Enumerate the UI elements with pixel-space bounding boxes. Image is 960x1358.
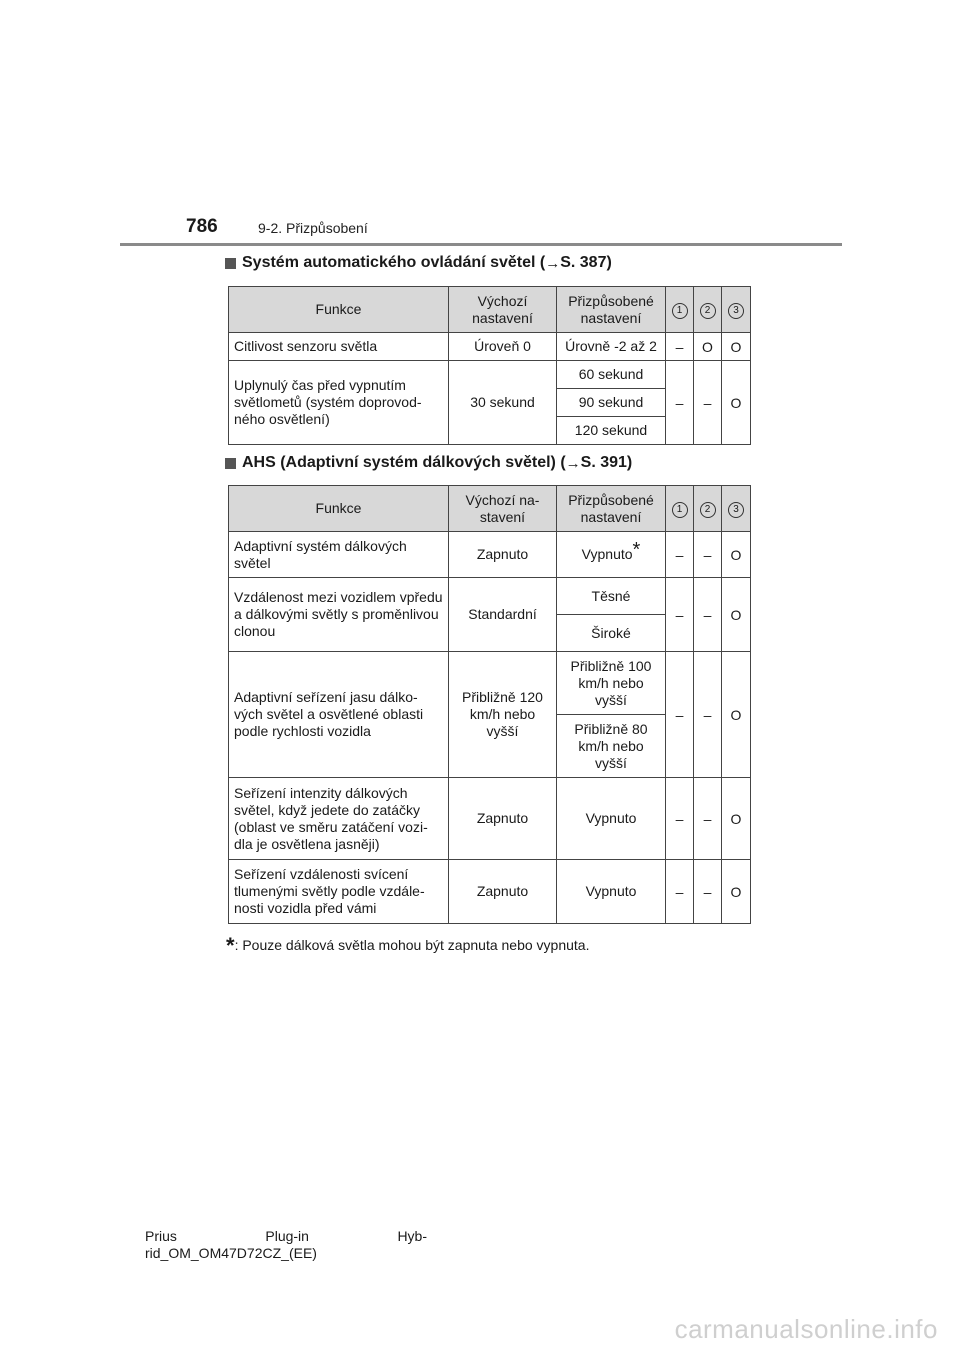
cell-default: Zapnuto (449, 860, 557, 924)
cell-mark-3: O (722, 333, 751, 361)
col-header-2 (694, 287, 722, 333)
footer-line-2: rid_OM_OM47D72CZ_(EE) (145, 1245, 317, 1261)
table-row (229, 333, 751, 361)
cell-funkce: Uplynulý čas před vypnutím světlometů (systém doprovod-ného osvětlení) (229, 361, 449, 445)
circled-1-icon: 1 (672, 502, 688, 518)
cell-mark-2: – (694, 860, 722, 924)
table-row (229, 578, 751, 615)
cell-mark-2: O (694, 333, 722, 361)
footnote (226, 930, 589, 956)
cell-mark-1: – (666, 778, 694, 860)
cell-mark-1: – (666, 532, 694, 578)
cell-funkce: Vzdálenost mezi vozidlem vpředu a dálkovými světly s proměnlivou clonou (229, 578, 449, 652)
col-header-funkce: Funkce (229, 287, 449, 333)
cell-custom (557, 532, 666, 578)
col-header-2 (694, 486, 722, 532)
cell-mark-1: – (666, 860, 694, 924)
cell-custom: Vypnuto (557, 778, 666, 860)
cell-custom-option: 60 sekund (557, 361, 666, 389)
cell-mark-1: – (666, 333, 694, 361)
footer-word: Prius (145, 1228, 177, 1244)
arrow-right-icon: → (565, 454, 581, 472)
cell-default: Úroveň 0 (449, 333, 557, 361)
cell-mark-2: – (694, 652, 722, 778)
col-header-funkce: Funkce (229, 486, 449, 532)
ahs-settings-table (228, 485, 751, 924)
document-footer (145, 1228, 427, 1262)
cell-default: Přibližně 120 km/h nebo vyšší (449, 652, 557, 778)
circled-2-icon: 2 (700, 502, 716, 518)
cell-mark-2: – (694, 361, 722, 445)
col-header-custom: Přizpůsobené nastavení (557, 287, 666, 333)
cell-default: 30 sekund (449, 361, 557, 445)
circled-3-icon: 3 (728, 303, 744, 319)
table-row (229, 361, 751, 389)
cell-custom-option: Přibližně 80 km/h nebo vyšší (557, 715, 666, 778)
cell-custom: Úrovně -2 až 2 (557, 333, 666, 361)
col-header-default: Výchozí na-stavení (449, 486, 557, 532)
cell-mark-2: – (694, 778, 722, 860)
cell-custom-text: Vypnuto (581, 546, 633, 562)
cell-mark-1: – (666, 578, 694, 652)
col-header-3 (722, 287, 751, 333)
circled-3-icon: 3 (728, 502, 744, 518)
col-header-3 (722, 486, 751, 532)
cell-custom-option: Přibližně 100 km/h nebo vyšší (557, 652, 666, 715)
table-header-row (229, 486, 751, 532)
section-title: AHS (Adaptivní systém dálkových světel) ( (242, 454, 566, 471)
section-heading-ahs (225, 454, 632, 472)
footer-word: Plug-in (265, 1228, 309, 1244)
table-row (229, 652, 751, 715)
circled-2-icon: 2 (700, 303, 716, 319)
page-reference[interactable]: S. 387) (560, 254, 612, 271)
footer-line-1 (145, 1228, 427, 1245)
table-row (229, 860, 751, 924)
section-label: 9-2. Přizpůsobení (258, 220, 368, 236)
lights-settings-table (228, 286, 751, 445)
cell-mark-3: O (722, 860, 751, 924)
cell-custom-option: 90 sekund (557, 389, 666, 417)
cell-default: Standardní (449, 578, 557, 652)
header-divider (120, 243, 842, 246)
footnote-text: : Pouze dálková světla mohou být zapnuta nebo vypnuta. (234, 937, 590, 953)
cell-mark-1: – (666, 652, 694, 778)
page-reference[interactable]: S. 391) (580, 454, 633, 471)
col-header-1 (666, 486, 694, 532)
cell-custom: Vypnuto (557, 860, 666, 924)
section-title: Systém automatického ovládání světel ( (242, 254, 546, 271)
cell-funkce: Adaptivní systém dálkových světel (229, 532, 449, 578)
col-header-custom: Přizpůsobené nastavení (557, 486, 666, 532)
cell-mark-2: – (694, 578, 722, 652)
square-bullet-icon (225, 258, 236, 269)
cell-default: Zapnuto (449, 778, 557, 860)
cell-mark-3: O (722, 532, 751, 578)
cell-mark-3: O (722, 652, 751, 778)
footnote-asterisk: * (226, 933, 235, 958)
footer-word: Hyb- (397, 1228, 427, 1244)
cell-mark-3: O (722, 578, 751, 652)
asterisk-mark: * (632, 539, 641, 562)
cell-funkce: Adaptivní seřízení jasu dálko-vých světel a osvětlené oblasti podle rychlosti vozidla (229, 652, 449, 778)
watermark: carmanualsonline.info (674, 1314, 938, 1344)
cell-funkce: Seřízení vzdálenosti svícení tlumenými světly podle vzdále-nosti vozidla před vámi (229, 860, 449, 924)
cell-custom-option: Těsné (557, 578, 666, 615)
cell-custom-option: Široké (557, 615, 666, 652)
col-header-default: Výchozí nastavení (449, 287, 557, 333)
cell-mark-3: O (722, 778, 751, 860)
cell-mark-3: O (722, 361, 751, 445)
circled-1-icon: 1 (672, 303, 688, 319)
section-heading-lights (225, 254, 612, 272)
cell-mark-2: – (694, 532, 722, 578)
col-header-1 (666, 287, 694, 333)
table-header-row (229, 287, 751, 333)
arrow-right-icon: → (545, 254, 561, 272)
square-bullet-icon (225, 458, 236, 469)
cell-funkce: Seřízení intenzity dálkových světel, když jedete do zatáčky (oblast ve směru zatáčení vozi-dla je osvětlena jasněji) (229, 778, 449, 860)
cell-default: Zapnuto (449, 532, 557, 578)
page-number: 786 (186, 216, 218, 237)
cell-mark-1: – (666, 361, 694, 445)
table-row (229, 532, 751, 578)
table-row (229, 778, 751, 860)
cell-custom-option: 120 sekund (557, 417, 666, 445)
cell-funkce: Citlivost senzoru světla (229, 333, 449, 361)
